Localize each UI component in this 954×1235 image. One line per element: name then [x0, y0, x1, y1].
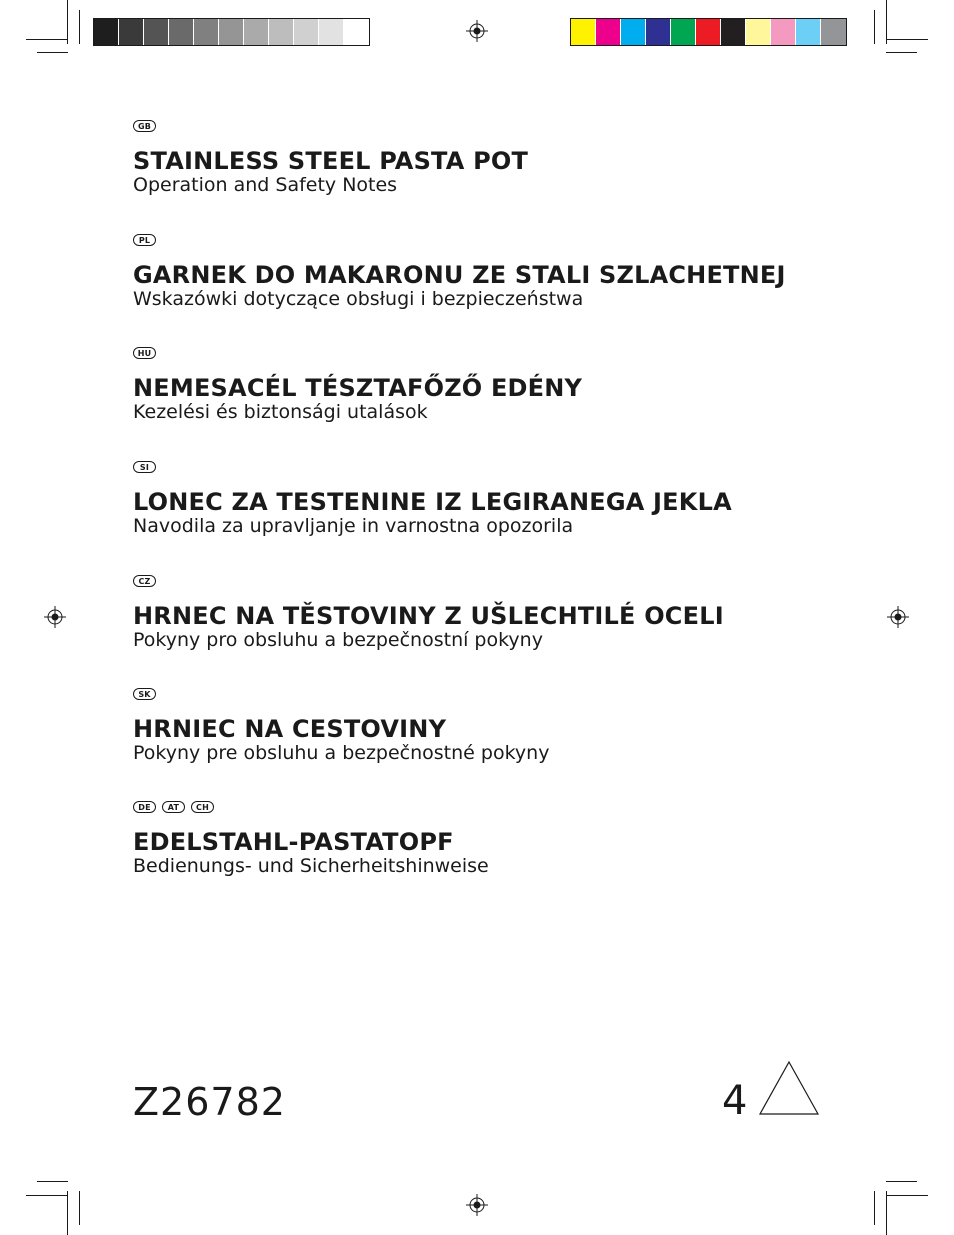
registration-mark-icon	[466, 20, 488, 42]
flag-badge-sk: SK	[133, 688, 156, 700]
grayscale-patch	[194, 19, 219, 45]
crop-mark	[67, 0, 68, 44]
process-color-patch	[821, 19, 846, 45]
registration-mark-icon	[466, 1194, 488, 1216]
flag-badge-pl: PL	[133, 234, 156, 246]
grayscale-color-bar	[93, 18, 370, 46]
crop-mark	[886, 1181, 917, 1182]
crop-mark	[886, 39, 928, 40]
product-title: STAINLESS STEEL PASTA POT	[133, 147, 529, 175]
grayscale-patch	[144, 19, 169, 45]
grayscale-patch	[119, 19, 144, 45]
process-color-patch	[796, 19, 821, 45]
crop-mark	[886, 0, 887, 44]
grayscale-patch	[94, 19, 119, 45]
flag-badge-at: AT	[162, 801, 185, 813]
crop-mark	[79, 1191, 80, 1225]
grayscale-patch	[294, 19, 319, 45]
process-color-patch	[596, 19, 621, 45]
product-title: LONEC ZA TESTENINE IZ LEGIRANEGA JEKLA	[133, 488, 732, 516]
language-flags	[133, 575, 833, 589]
product-title: HRNEC NA TĚSTOVINY Z UŠLECHTILÉ OCELI	[133, 602, 724, 630]
registration-mark-icon	[44, 606, 66, 628]
language-flags	[133, 461, 833, 475]
process-color-patch	[696, 19, 721, 45]
process-color-patch	[646, 19, 671, 45]
process-color-patch	[621, 19, 646, 45]
section-cz	[133, 575, 833, 651]
language-flags	[133, 801, 833, 815]
product-subtitle: Operation and Safety Notes	[133, 174, 398, 196]
crop-mark	[37, 1181, 68, 1182]
product-subtitle: Navodila za upravljanje in varnostna opozorila	[133, 515, 574, 537]
language-flags	[133, 688, 833, 702]
process-color-patch	[671, 19, 696, 45]
model-number: Z26782	[133, 1080, 286, 1124]
grayscale-patch	[344, 19, 369, 45]
crop-mark	[26, 39, 68, 40]
crop-mark	[874, 10, 875, 44]
grayscale-patch	[169, 19, 194, 45]
product-title: NEMESACÉL TÉSZTAFŐZŐ EDÉNY	[133, 374, 583, 402]
process-color-patch	[771, 19, 796, 45]
process-color-bar	[570, 18, 847, 46]
product-subtitle: Pokyny pro obsluhu a bezpečnostní pokyny	[133, 629, 543, 651]
section-si	[133, 461, 833, 537]
product-title: HRNIEC NA CESTOVINY	[133, 715, 447, 743]
grayscale-patch	[244, 19, 269, 45]
crop-mark	[26, 1195, 68, 1196]
language-flags	[133, 120, 833, 134]
crop-mark	[67, 1191, 68, 1235]
crop-mark	[886, 52, 917, 53]
crop-mark	[886, 1191, 887, 1235]
flag-badge-ch: CH	[191, 801, 214, 813]
crop-mark	[37, 52, 68, 53]
product-subtitle: Kezelési és biztonsági utalások	[133, 401, 428, 423]
crop-mark	[886, 1195, 928, 1196]
process-color-patch	[571, 19, 596, 45]
process-color-patch	[721, 19, 746, 45]
flag-badge-si: SI	[133, 461, 156, 473]
grayscale-patch	[219, 19, 244, 45]
product-subtitle: Pokyny pre obsluhu a bezpečnostné pokyny	[133, 742, 550, 764]
grayscale-patch	[319, 19, 344, 45]
language-flags	[133, 347, 833, 361]
product-title: EDELSTAHL-PASTATOPF	[133, 828, 454, 856]
page-number: 4	[722, 1078, 748, 1124]
crop-mark	[79, 10, 80, 44]
section-gb	[133, 120, 833, 196]
language-flags	[133, 234, 833, 248]
crop-mark	[874, 1191, 875, 1225]
flag-badge-gb: GB	[133, 120, 156, 132]
section-hu	[133, 347, 833, 423]
grayscale-patch	[269, 19, 294, 45]
section-sk	[133, 688, 833, 764]
flag-badge-hu: HU	[133, 347, 156, 359]
section-de-at-ch	[133, 801, 833, 877]
product-subtitle: Wskazówki dotyczące obsługi i bezpieczeństwa	[133, 288, 584, 310]
product-subtitle: Bedienungs- und Sicherheitshinweise	[133, 855, 489, 877]
registration-mark-icon	[887, 606, 909, 628]
product-title: GARNEK DO MAKARONU ZE STALI SZLACHETNEJ	[133, 261, 786, 289]
flag-badge-de: DE	[133, 801, 156, 813]
process-color-patch	[746, 19, 771, 45]
flag-badge-cz: CZ	[133, 575, 156, 587]
section-pl	[133, 234, 833, 310]
triangle-icon	[758, 1060, 820, 1116]
